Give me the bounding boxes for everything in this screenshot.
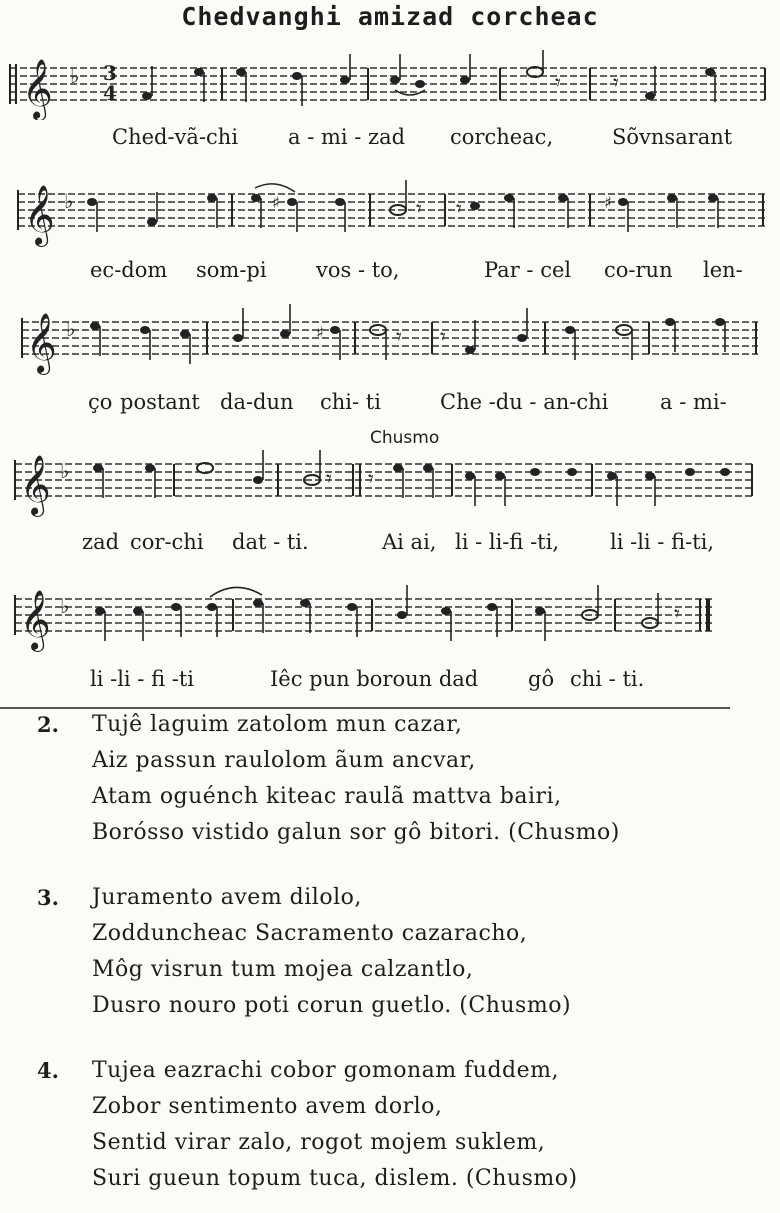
lyric-syllables: Che -du - an-chi bbox=[440, 390, 609, 414]
verse-line: Sentid virar zalo, rogot mojem suklem, bbox=[92, 1130, 546, 1155]
lyric-syllables: a - mi- bbox=[660, 390, 727, 414]
verse-line: Borósso vistido galun sor gô bitori. (Chusmo) bbox=[92, 820, 620, 845]
staff-4 bbox=[0, 440, 780, 520]
svg-text:4: 4 bbox=[103, 81, 117, 105]
music-system-4 bbox=[0, 440, 780, 560]
staff-2 bbox=[0, 170, 780, 250]
svg-text:𝄞: 𝄞 bbox=[24, 185, 55, 245]
lyric-syllables: postant bbox=[120, 390, 200, 414]
verse-3 bbox=[0, 885, 780, 1035]
lyric-syllables: zad bbox=[82, 530, 120, 554]
lyric-syllables: Ai ai, bbox=[382, 530, 437, 554]
music-system-1 bbox=[0, 50, 780, 160]
svg-text:𝄾: 𝄾 bbox=[368, 467, 374, 492]
svg-text:♭: ♭ bbox=[60, 594, 70, 618]
lyric-syllables: li -li - fi -ti bbox=[90, 667, 195, 691]
verse-line: Tujê laguim zatolom mun cazar, bbox=[92, 712, 463, 737]
staff-3 bbox=[0, 300, 780, 380]
svg-text:𝄾: 𝄾 bbox=[555, 71, 561, 96]
lyric-syllables: a - mi - zad bbox=[288, 125, 406, 149]
svg-text:♯: ♯ bbox=[316, 323, 324, 342]
svg-text:♯: ♯ bbox=[272, 193, 280, 212]
svg-text:𝄾: 𝄾 bbox=[456, 197, 462, 222]
lyric-syllables: ec-dom bbox=[90, 258, 168, 282]
staff-5 bbox=[0, 575, 780, 655]
verse-line: Zobor sentimento avem dorlo, bbox=[92, 1094, 443, 1119]
lyric-syllables: li -li - fi-ti, bbox=[610, 530, 715, 554]
lyric-syllables: dat - ti. bbox=[232, 530, 309, 554]
verse-line: Môg visrun tum mojea calzantlo, bbox=[92, 957, 474, 982]
verse-line: Atam oguénch kiteac raulã mattva bairi, bbox=[92, 784, 562, 809]
verse-line: Juramento avem dilolo, bbox=[92, 885, 362, 910]
music-system-5 bbox=[0, 575, 780, 695]
verse-line: Aiz passun raulolom ãum ancvar, bbox=[92, 748, 476, 773]
svg-text:𝄾: 𝄾 bbox=[613, 71, 619, 96]
staff-1 bbox=[0, 50, 780, 120]
verse-number: 3. bbox=[37, 885, 59, 910]
svg-text:𝄾: 𝄾 bbox=[326, 467, 332, 492]
lyric-syllables: Par - cel bbox=[484, 258, 572, 282]
music-system-3 bbox=[0, 300, 780, 420]
lyric-syllables: ço bbox=[88, 390, 113, 414]
verse-line: Zodduncheac Sacramento cazaracho, bbox=[92, 921, 528, 946]
lyric-syllables: Ched-vã-chi bbox=[112, 125, 239, 149]
svg-text:♭: ♭ bbox=[60, 459, 70, 483]
lyric-syllables: vos - to, bbox=[316, 258, 400, 282]
svg-text:♭: ♭ bbox=[70, 64, 80, 88]
verse-line: Dusro nouro poti corun guetlo. (Chusmo) bbox=[92, 993, 572, 1018]
song-title: Chedvanghi amizad corcheac bbox=[181, 2, 599, 31]
svg-text:𝄾: 𝄾 bbox=[416, 197, 422, 222]
verse-2 bbox=[0, 712, 780, 862]
section-divider bbox=[0, 707, 730, 709]
music-system-2 bbox=[0, 170, 780, 290]
lyric-syllables: chi- ti bbox=[320, 390, 381, 414]
svg-text:𝄞: 𝄞 bbox=[20, 455, 51, 515]
lyric-syllables: co-run bbox=[604, 258, 673, 282]
verse-number: 4. bbox=[37, 1058, 59, 1083]
svg-text:𝄞: 𝄞 bbox=[20, 590, 51, 650]
verse-line: Tujea eazrachi cobor gomonam fuddem, bbox=[92, 1058, 560, 1083]
svg-text:𝄾: 𝄾 bbox=[440, 325, 446, 350]
svg-text:3: 3 bbox=[103, 61, 117, 85]
lyric-syllables: len- bbox=[703, 258, 743, 282]
chorus-label: Chusmo bbox=[370, 428, 440, 448]
lyric-syllables: Sõvnsarant bbox=[612, 125, 733, 149]
verse-number: 2. bbox=[37, 712, 59, 737]
svg-text:𝄾: 𝄾 bbox=[674, 602, 680, 627]
verse-line: Suri gueun topum tuca, dislem. (Chusmo) bbox=[92, 1166, 578, 1191]
svg-text:𝄞: 𝄞 bbox=[26, 313, 57, 373]
lyric-syllables: Iêc pun boroun dad bbox=[270, 667, 479, 691]
svg-text:♯: ♯ bbox=[604, 193, 612, 212]
svg-text:𝄞: 𝄞 bbox=[22, 59, 53, 119]
svg-text:♭: ♭ bbox=[66, 317, 76, 341]
svg-text:♭: ♭ bbox=[64, 189, 74, 213]
lyric-syllables: da-dun bbox=[220, 390, 294, 414]
lyric-syllables: corcheac, bbox=[450, 125, 554, 149]
lyric-syllables: chi - ti. bbox=[570, 667, 645, 691]
svg-text:𝄾: 𝄾 bbox=[396, 325, 402, 350]
lyric-syllables: som-pi bbox=[196, 258, 267, 282]
verse-4 bbox=[0, 1058, 780, 1208]
lyric-syllables: li - li-fi -ti, bbox=[455, 530, 560, 554]
lyric-syllables: gô bbox=[528, 667, 555, 691]
lyric-syllables: cor-chi bbox=[130, 530, 204, 554]
